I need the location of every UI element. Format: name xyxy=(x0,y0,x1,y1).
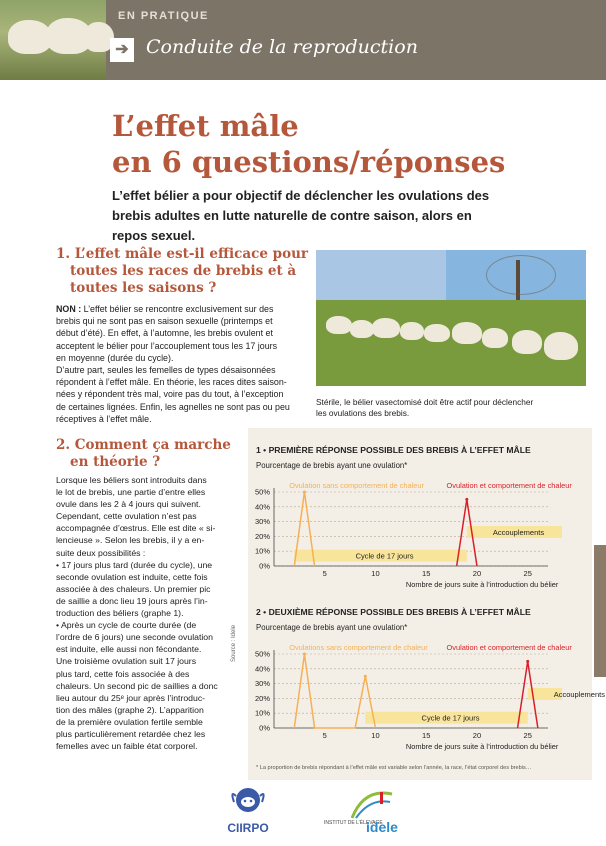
x-tick-label: 20 xyxy=(472,569,482,578)
ciirpo-logo xyxy=(216,786,280,838)
caption-line: Stérile, le bélier vasectomisé doit être actif pour déclencher xyxy=(316,397,534,407)
q1-line: nées y répondent très mal, voire pas du tout, à l’exception xyxy=(56,389,284,400)
q2-line: troduction des béliers (graphe 1). xyxy=(56,608,184,619)
series-point xyxy=(303,491,306,494)
q1-line: réceptives à l’effet mâle. xyxy=(56,413,152,424)
series-point xyxy=(465,498,468,501)
series-label: Ovulations sans comportement de chaleur xyxy=(289,643,428,652)
graph-1-title: 1 • PREMIÈRE RÉPONSE POSSIBLE DES BREBIS À L’EFFET MÂLE xyxy=(256,445,531,455)
q1-line: en moyenne (durée du cycle). xyxy=(56,352,174,363)
y-tick-label: 50% xyxy=(254,487,270,497)
series-point xyxy=(303,653,306,656)
idele-prefix: INSTITUT DE L’ÉLEVAGE xyxy=(324,820,383,826)
caption-line: les ovulations des brebis. xyxy=(316,408,410,418)
q2-line: femelles avec un faible état corporel. xyxy=(56,741,198,752)
q1-line: NON : L’effet bélier se rencontre exclusivement sur des xyxy=(56,304,274,314)
x-axis-label: Nombre de jours suite à l’introduction du bélier xyxy=(405,580,559,589)
y-tick-label: 40% xyxy=(254,664,270,674)
x-tick-label: 10 xyxy=(371,569,380,578)
q2-line: de la première ovulation fertile semble xyxy=(56,716,203,727)
x-tick-label: 5 xyxy=(322,731,327,740)
graph-2-title: 2 • DEUXIÈME RÉPONSE POSSIBLE DES BREBIS À L’EFFET MÂLE xyxy=(256,607,531,617)
q2-line: Cependant, cette ovulation n’est pas xyxy=(56,511,197,522)
x-axis-label: Nombre de jours suite à l’introduction du bélier xyxy=(405,742,559,751)
graph-2-ylabel: Pourcentage de brebis ayant une ovulation* xyxy=(256,623,408,632)
ram-photo xyxy=(316,250,586,386)
cycle-label: Cycle de 17 jours xyxy=(421,713,480,723)
q1-line: début d’été). En effet, à l’automne, les brebis ovulent et xyxy=(56,328,273,339)
q2-line: accompagnée d’œstrus. Elle est dite « si- xyxy=(56,523,216,534)
q2-line: Une troisième ovulation suit 17 jours xyxy=(56,656,197,667)
q2-line: l’ordre de 6 jours) une seconde ovulation xyxy=(56,632,213,643)
q1-line: répondent à l’effet mâle. En théorie, les races dites saison- xyxy=(56,377,287,388)
y-tick-label: 40% xyxy=(254,502,270,512)
x-tick-label: 5 xyxy=(322,569,327,578)
q2-line: le lot de brebis, une partie d’entre elles xyxy=(56,487,206,498)
y-tick-label: 30% xyxy=(254,517,270,527)
series-label: Ovulation et comportement de chaleur xyxy=(446,481,572,490)
q2-line: associée à des chaleurs. Un premier pic xyxy=(56,583,211,594)
header-sheep-photo xyxy=(0,0,106,80)
q2-line: ovule dans les 2 à 4 jours qui suivent. xyxy=(56,499,201,510)
q2-line: seconde ovulation est induite, cette fois xyxy=(56,571,208,582)
q2-line: est induite, elle aussi non fécondante. xyxy=(56,644,202,655)
question-1-heading: 1. L’effet mâle est-il efficace pour toutes les races de brebis et à toutes les saisons ? xyxy=(56,246,309,296)
question-1-body xyxy=(56,303,308,425)
q1-line: D’autre part, seules les femelles de types désaisonnées xyxy=(56,365,276,376)
question-2-body xyxy=(56,474,232,752)
series-label: Ovulation sans comportement de chaleur xyxy=(289,481,424,490)
y-tick-label: 30% xyxy=(254,679,270,689)
page-title: L’effet mâle en 6 questions/réponses xyxy=(112,109,506,179)
q2-line: plus tard, cette fois associée à des xyxy=(56,668,190,679)
y-tick-label: 20% xyxy=(254,693,270,703)
mating-label: Accouplements xyxy=(492,527,545,537)
x-tick-label: 25 xyxy=(523,569,532,578)
source-label: Source : Idele xyxy=(231,624,237,662)
q1-line: acceptent le bélier pour l’accouplement tous les 17 jours xyxy=(56,340,278,351)
x-tick-label: 25 xyxy=(523,731,532,740)
arrow-icon: ➔ xyxy=(110,38,134,62)
y-tick-label: 10% xyxy=(254,546,270,556)
q2-line: plus particulièrement retardée chez les xyxy=(56,728,206,739)
idele-logo xyxy=(322,790,406,836)
series-point xyxy=(364,675,367,678)
y-tick-label: 0% xyxy=(259,561,270,571)
q2-line: chaleurs. Un second pic de saillies a donc xyxy=(56,680,218,691)
series-label: Ovulation et comportement de chaleur xyxy=(446,643,572,652)
q1-line: brebis qui ne sont pas en saison sexuelle (printemps et xyxy=(56,316,273,327)
side-tab xyxy=(594,545,606,677)
q1-line: de certaines lignées. Enfin, les agnelles ne sont pas ou peu xyxy=(56,401,290,412)
series-line xyxy=(294,654,375,728)
q2-line: • 17 jours plus tard (durée du cycle), une xyxy=(56,559,213,570)
series-point xyxy=(526,660,529,663)
q2-line: tion des mâles (graphe 2). L’apparition xyxy=(56,704,204,715)
x-tick-label: 10 xyxy=(371,731,380,740)
x-tick-label: 15 xyxy=(422,731,431,740)
y-tick-label: 0% xyxy=(259,723,270,733)
cycle-label: Cycle de 17 jours xyxy=(355,551,414,561)
mating-label: Accouplements xyxy=(553,689,605,699)
rubric-title: Conduite de la reproduction xyxy=(146,36,418,58)
y-tick-label: 20% xyxy=(254,531,270,541)
q2-line: suite deux possibilités : xyxy=(56,547,146,558)
photo-caption xyxy=(316,397,576,419)
x-tick-label: 20 xyxy=(472,731,482,740)
footnote: * La proportion de brebis répondant à l’effet mâle est variable selon l’année, la race, l’état corporel des brebis… xyxy=(256,765,532,771)
lead-paragraph: L’effet bélier a pour objectif de déclencher les ovulations des brebis adultes en lutte naturelle de contre saison, alors en repos sexuel. xyxy=(112,188,490,243)
graph-2-chart xyxy=(248,632,605,756)
q2-line: • Après un cycle de courte durée (de xyxy=(56,620,197,631)
question-2-heading: 2. Comment ça marche en théorie ? xyxy=(56,437,231,470)
graph-1-chart xyxy=(248,470,592,594)
q2-line: lieu autour du 25ᵉ jour après l’introduc- xyxy=(56,692,206,703)
q2-line: Lorsque les béliers sont introduits dans xyxy=(56,475,207,485)
q2-line: lencieuse ». Selon les brebis, il y a en- xyxy=(56,535,205,546)
y-tick-label: 10% xyxy=(254,708,270,718)
kicker: EN PRATIQUE xyxy=(118,10,209,22)
q2-line: de saillie a donc lieu 19 jours après l’in- xyxy=(56,595,208,606)
y-tick-label: 50% xyxy=(254,649,270,659)
ciirpo-text: CIIRPO xyxy=(227,821,269,835)
graph-1-ylabel: Pourcentage de brebis ayant une ovulation* xyxy=(256,461,408,470)
idele-text: idele xyxy=(366,819,398,835)
x-tick-label: 15 xyxy=(422,569,431,578)
